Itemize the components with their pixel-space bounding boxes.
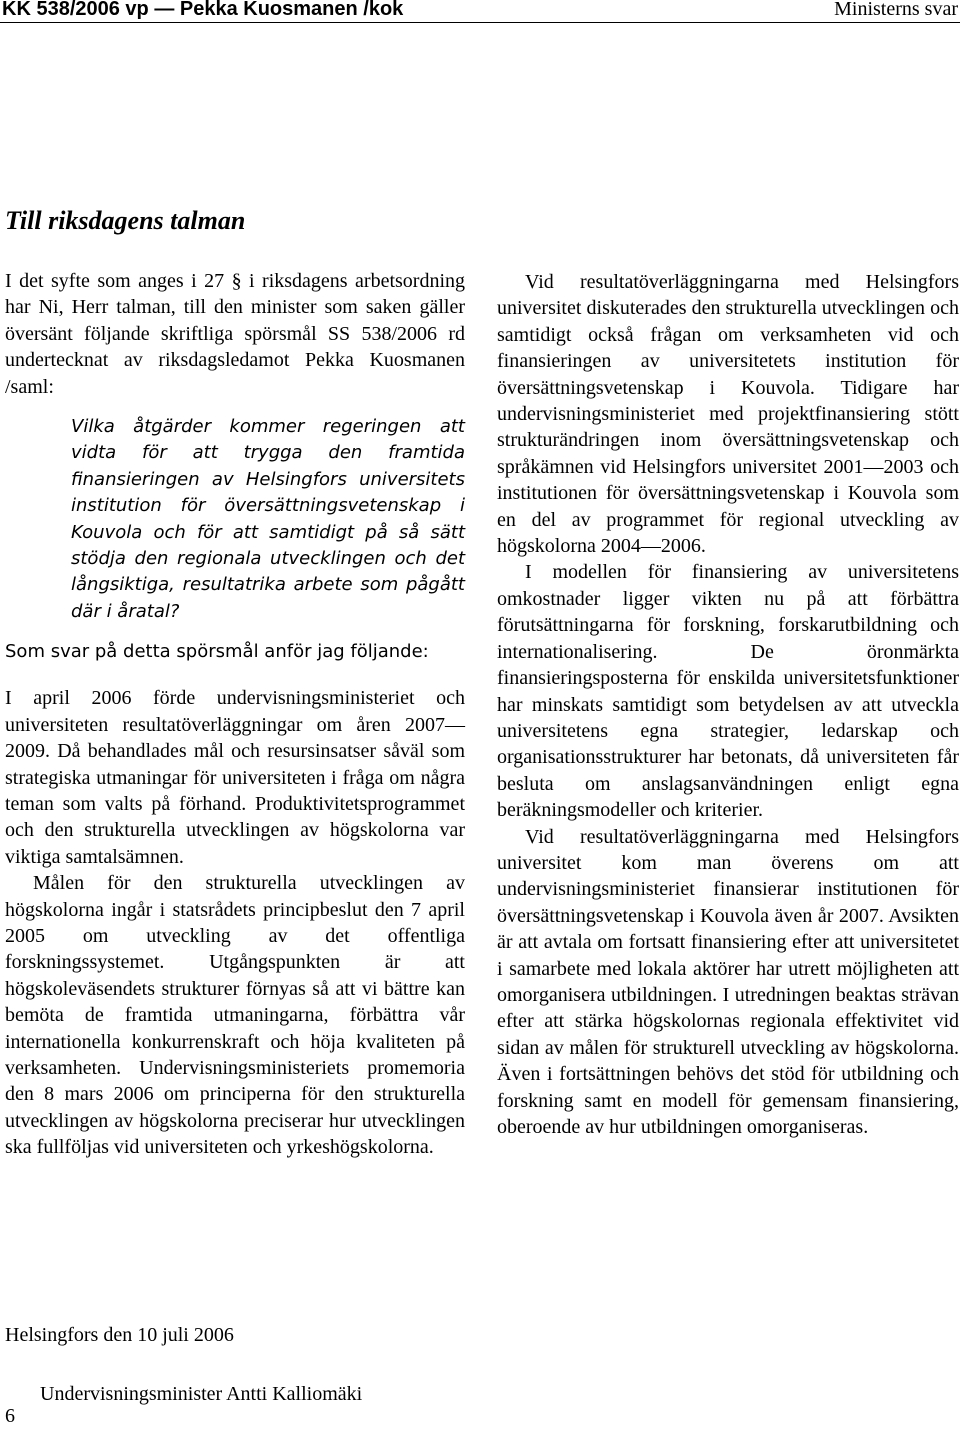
- answer-paragraph-2: Målen för den strukturella utvecklingen av högskolorna ingår i statsrådets principbeslut den 7 april 2005 om utveckling av det offentliga forskningssystemet. Utgångspunkten är att högskoleväsendets strukturer förnyas så att vi bättre kan bemöta de framtida utmaningarna, förbättra vår internationella konkurrenskraft och höja kvaliteten på verksamheten. Undervisningsministeriets promemoria den 8 mars 2006 om principerna för den strukturella utvecklingen av högskolorna preciserar hur utvecklingen ska fullföljas vid universiteten och yrkeshögskolorna.: [5, 872, 465, 1159]
- answer-paragraph-1: I april 2006 förde undervisningsministeriet och universiteten resultatöverläggningar om åren 2007—2009. Då behandlades mål och resursinsatser såväl som strategiska utmaningar för universiteten i fråga om några teman som valts på förhand. Produktivitetsprogrammet och den strukturella utvecklingen av högskolorna var viktiga samtalsämnen.: [5, 687, 465, 868]
- signing-date: Helsingfors den 10 juli 2006: [5, 1324, 234, 1346]
- header-section-label: Ministerns svar: [834, 0, 958, 20]
- question-text: Vilka åtgärder kommer regeringen att vidta för att trygga den framtida finansieringen av Helsingfors universitets institution för översättningsvetenskap i Kouvola och för att samtidigt på så sätt stödja den regionala utvecklingen och det långsiktiga, resultatrika arbete som pågått där i åratal?: [71, 416, 465, 622]
- page-number: 6: [5, 1405, 15, 1427]
- header-document-reference: KK 538/2006 vp — Pekka Kuosmanen /kok: [2, 0, 404, 20]
- answer-paragraph-3: Vid resultatöverläggningarna med Helsingfors universitet diskuterades den strukturella utvecklingen och samtidigt också frågan om verksamheten vid och finansieringen av universitetets institution för översättningsvetenskap i Kouvola. Tidigare har undervisningsministeriet med projektfinansiering stött strukturändringen inom översättningsvetenskap och språkämnen vid Helsingfors universitet 2001—2003 och institutionen för översättningsvetenskap i Kouvola som en del av programmet för regional utveckling av högskolorna 2004—2006.: [497, 271, 959, 558]
- answer-intro: Som svar på detta spörsmål anför jag följande:: [5, 641, 429, 663]
- answer-paragraph-5: Vid resultatöverläggningarna med Helsingfors universitet kom man överens om att undervisningsministeriet finansierar institutionen för översättningsvetenskap i Kouvola även år 2007. Avsikten är att avtala om fortsatt finansiering efter att universitetet i samarbete med lokala aktörer har utrett möjligheten att omorganisera utbildningen. I utredningen beaktas strävan efter att stärka högskolornas regionala effektivitet vid sidan av målen för strukturell utveckling av högskolorna. Även i fortsättningen behövs det stöd för utbildning och forskning samt en modell för gemensam finansiering, oberoende av hur utbildningen omorganiseras.: [497, 825, 959, 1138]
- page-title: Till riksdagens talman: [5, 206, 246, 235]
- header-rule: [0, 22, 960, 23]
- left-column: [5, 268, 465, 1161]
- answer-paragraph-4: I modellen för finansiering av universitetens omkostnader ligger vikten nu på att förbättra förutsättningarna för forskning, forskarutbildning och internationalisering. De öronmärkta finansieringsposterna för enskilda universitetsfunktioner har minskats samtidigt som betydelsen av att utveckla universitetens egna strategier, ledarskap och organisationsstrukturer har betonats, då universiteten får besluta om anslagsanvändningen enligt egna beräkningsmodeller och kriterier.: [497, 561, 959, 822]
- intro-paragraph: I det syfte som anges i 27 § i riksdagens arbetsordning har Ni, Herr talman, till den minister som saken gäller översänt följande skriftliga spörsmål SS 538/2006 rd undertecknat av riksdagsledamot Pekka Kuosmanen /saml:: [5, 270, 465, 398]
- minister-signature: Undervisningsminister Antti Kalliomäki: [40, 1383, 363, 1405]
- right-column: [497, 269, 959, 1140]
- page-header: [0, 0, 960, 18]
